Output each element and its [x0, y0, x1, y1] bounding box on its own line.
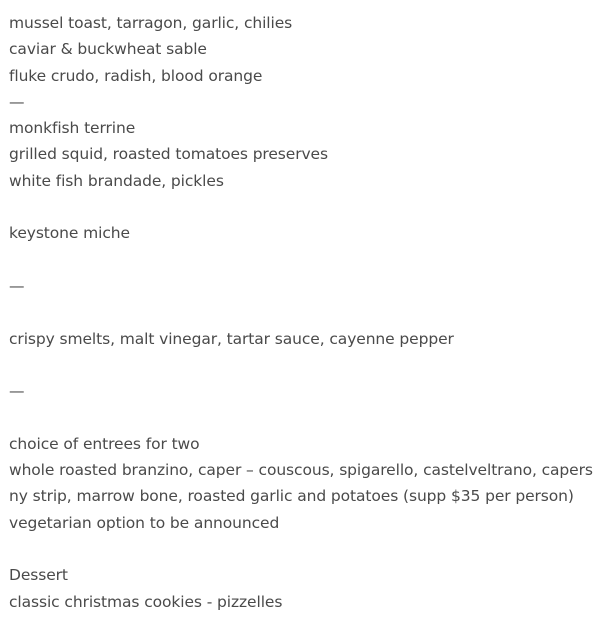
- menu-line: caviar & buckwheat sable: [9, 40, 207, 59]
- menu-divider: —: [9, 276, 25, 295]
- menu-line: classic christmas cookies - pizzelles: [9, 592, 283, 611]
- menu-line: white fish brandade, pickles: [9, 171, 224, 190]
- menu-line: crispy smelts, malt vinegar, tartar sauce, cayenne pepper: [9, 329, 454, 348]
- menu-blank-line: [9, 536, 602, 562]
- menu-divider: —: [9, 382, 25, 401]
- menu-line: grilled squid, roasted tomatoes preserves: [9, 145, 328, 164]
- menu-section-heading: Dessert: [9, 566, 68, 585]
- menu-line: ny strip, marrow bone, roasted garlic and potatoes (supp $35 per person): [9, 487, 574, 506]
- menu-line: vegetarian option to be announced: [9, 513, 280, 532]
- menu-text: [9, 10, 602, 615]
- menu-line: whole roasted branzino, caper – couscous, spigarello, castelveltrano, capers: [9, 461, 593, 480]
- menu-blank-line: [9, 352, 602, 378]
- menu-blank-line: [9, 194, 602, 220]
- menu-divider: —: [9, 92, 25, 111]
- menu-blank-line: [9, 247, 602, 273]
- menu-line: mussel toast, tarragon, garlic, chilies: [9, 14, 293, 32]
- menu-line: keystone miche: [9, 224, 130, 243]
- menu-blank-line: [9, 299, 602, 325]
- menu-blank-line: [9, 404, 602, 430]
- menu-line: choice of entrees for two: [9, 434, 200, 453]
- menu-line: fluke crudo, radish, blood orange: [9, 66, 263, 85]
- menu-line: monkfish terrine: [9, 119, 136, 138]
